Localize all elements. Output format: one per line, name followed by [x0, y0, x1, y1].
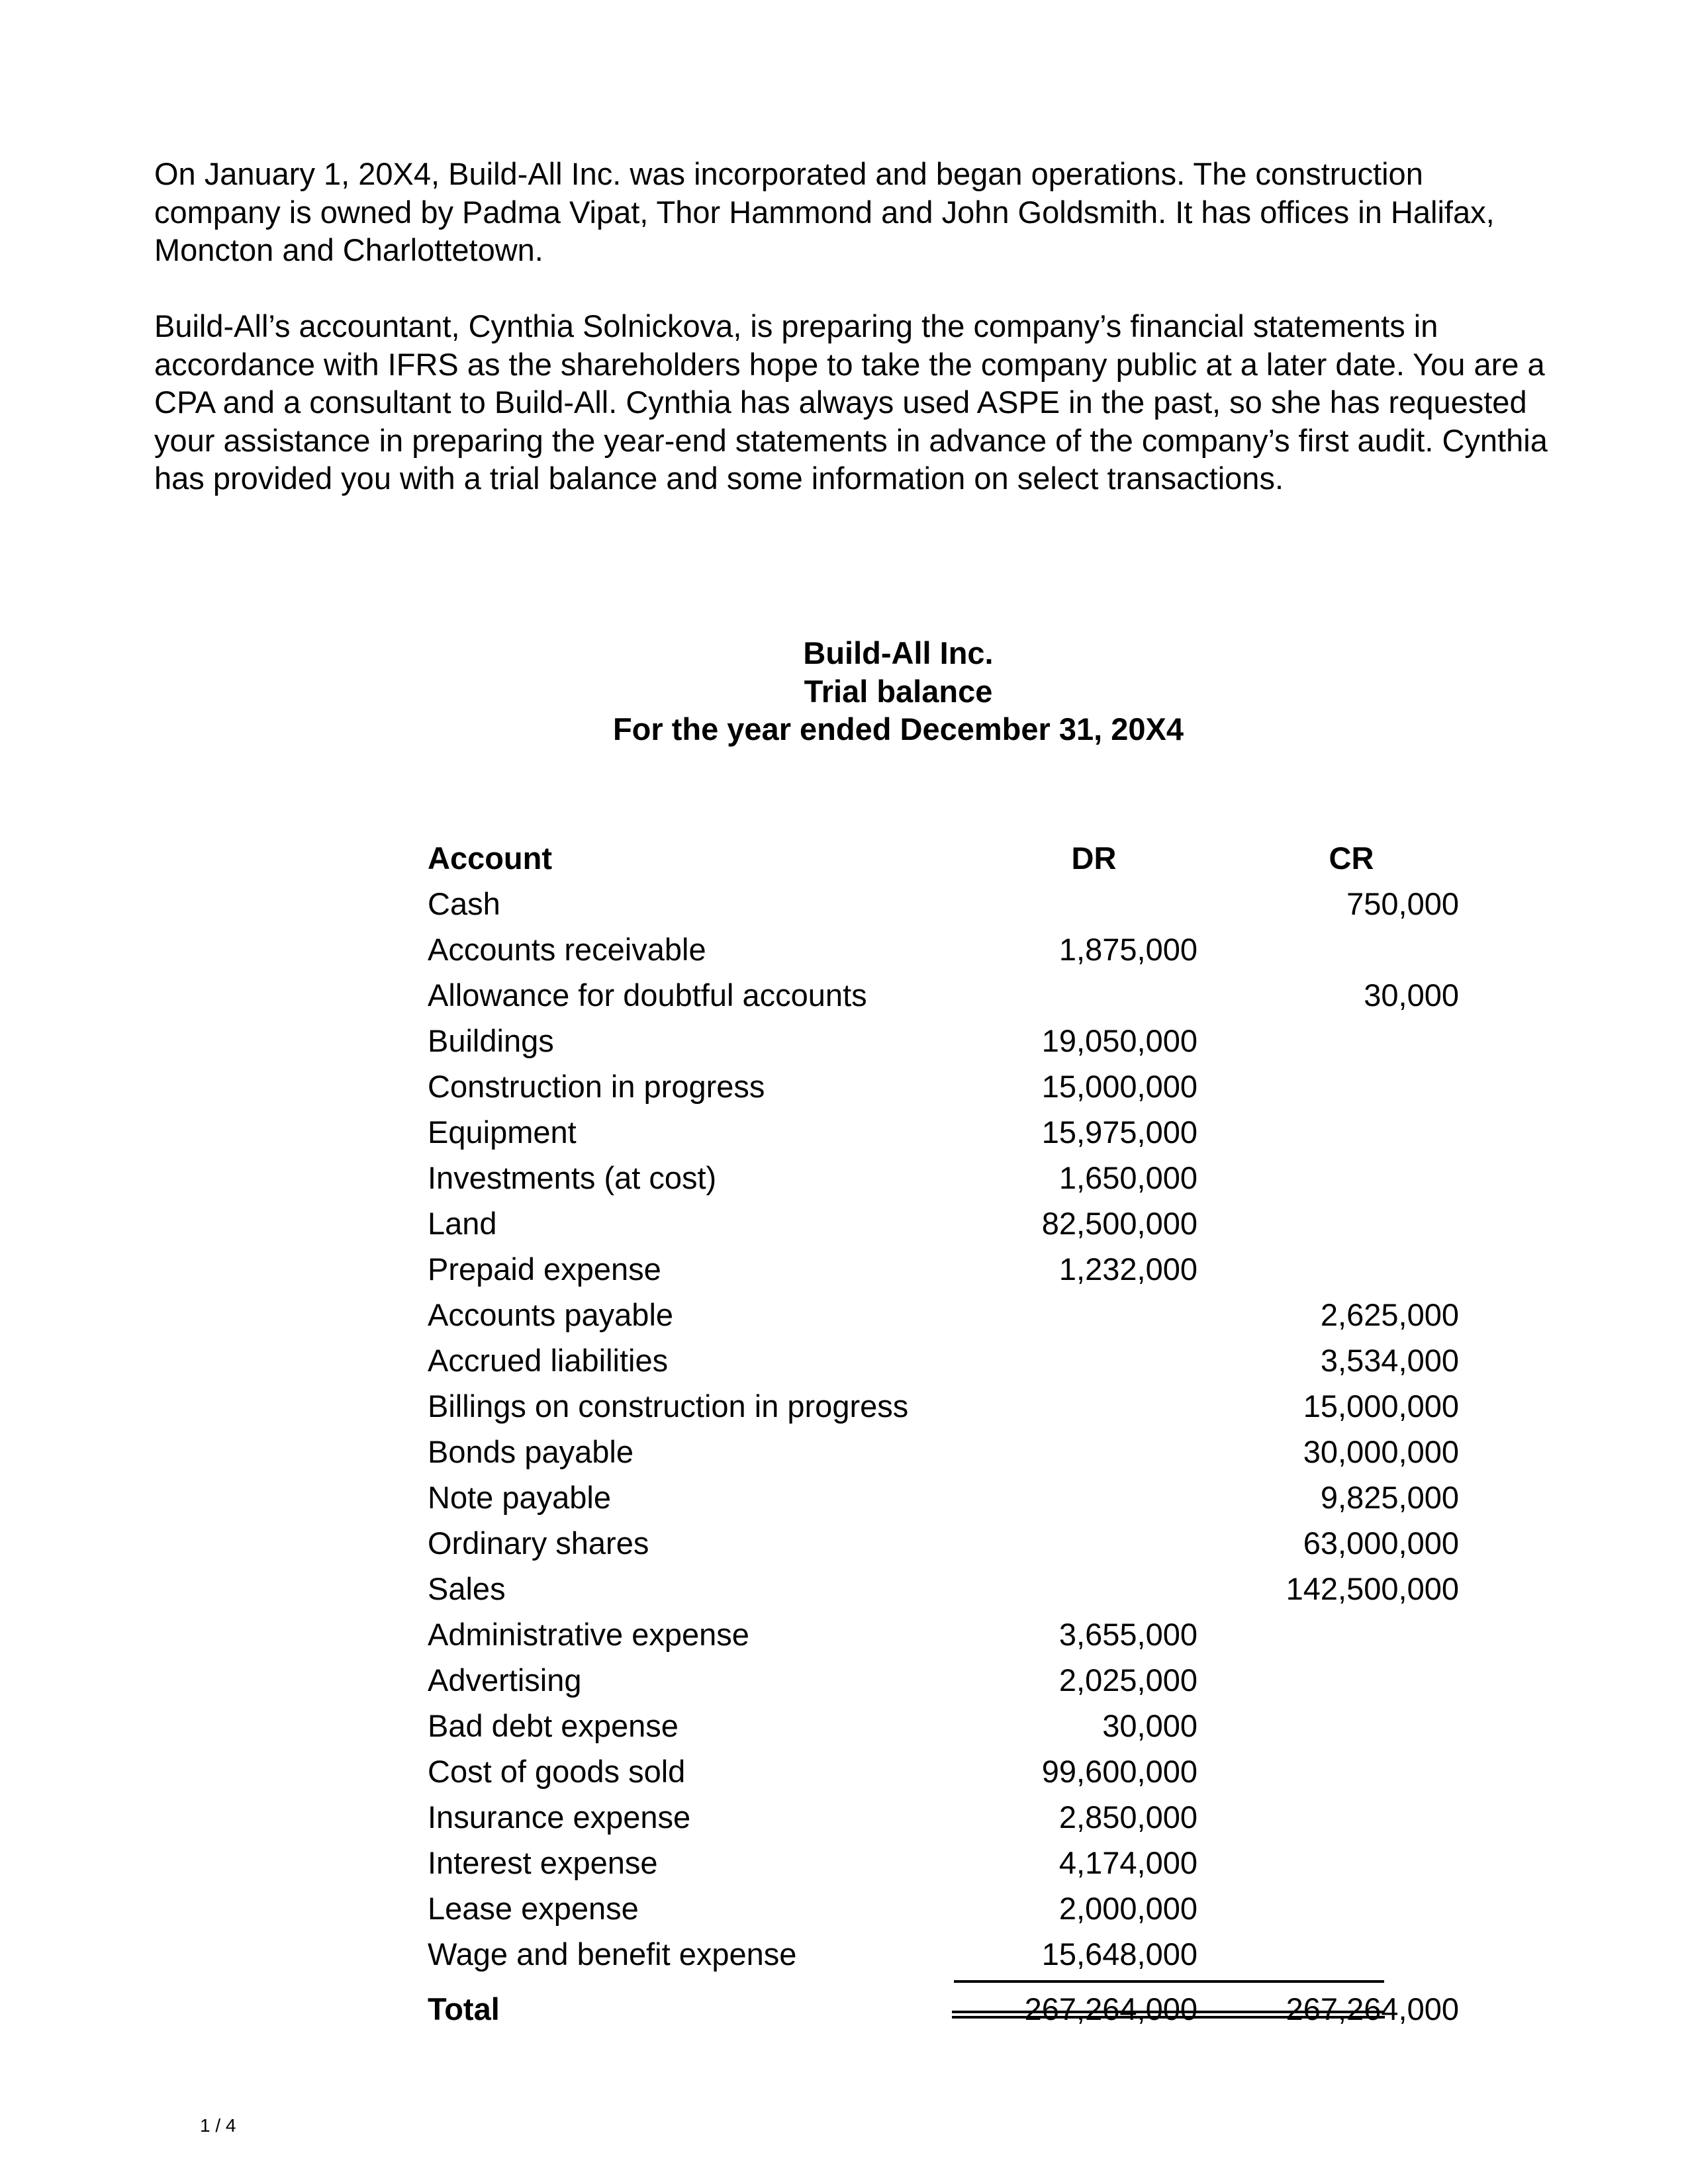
cr-cell: [1197, 1018, 1459, 1064]
dr-cell: [951, 881, 1197, 927]
account-cell: Buildings: [428, 1023, 554, 1058]
dr-cell: 2,850,000: [1058, 1799, 1197, 1835]
account-cell: Cash: [428, 886, 500, 921]
table-row: [424, 881, 1459, 927]
cr-cell: 30,000,000: [1303, 1434, 1459, 1469]
statement-title: Trial balance: [804, 673, 993, 709]
account-cell: Construction in progress: [428, 1069, 765, 1104]
table-row: [424, 1794, 1459, 1840]
dr-cell: [951, 972, 1197, 1018]
account-cell: Note payable: [428, 1480, 611, 1515]
dr-cell: 15,000,000: [1041, 1069, 1197, 1104]
table-row: [424, 1566, 1459, 1612]
cr-cell: [1197, 1657, 1459, 1703]
total-cr: 267,264,000: [1286, 1991, 1459, 2026]
table-row: [424, 1018, 1459, 1064]
table-row: [424, 1475, 1459, 1520]
header-account: Account: [428, 841, 552, 876]
cr-cell: 142,500,000: [1286, 1571, 1459, 1606]
account-cell: Ordinary shares: [428, 1525, 649, 1561]
cr-cell: [1197, 1612, 1459, 1657]
company-name: Build-All Inc.: [803, 635, 994, 670]
cr-cell: 750,000: [1346, 886, 1459, 921]
account-cell: Cost of goods sold: [428, 1754, 686, 1789]
account-cell: Accrued liabilities: [428, 1343, 669, 1378]
dr-cell: 99,600,000: [1041, 1754, 1197, 1789]
header-dr: DR: [1071, 841, 1117, 876]
table-row: [424, 1246, 1459, 1292]
dr-cell: 4,174,000: [1058, 1845, 1197, 1880]
cr-cell: [1197, 1155, 1459, 1201]
account-cell: Billings on construction in progress: [428, 1388, 909, 1424]
dr-cell: [951, 1566, 1197, 1612]
cr-cell: [1197, 1931, 1459, 1977]
cr-cell: [1197, 1064, 1459, 1109]
cr-cell: [1197, 1201, 1459, 1246]
statement-period: For the year ended December 31, 20X4: [612, 711, 1184, 747]
account-cell: Insurance expense: [428, 1799, 691, 1835]
table-row: [424, 1520, 1459, 1566]
trial-balance-table: [424, 835, 1459, 2042]
dr-cell: 2,000,000: [1058, 1891, 1197, 1926]
account-cell: Equipment: [428, 1115, 577, 1150]
cr-cell: 9,825,000: [1320, 1480, 1459, 1515]
account-cell: Advertising: [428, 1662, 582, 1698]
subtotal-rule: [954, 1980, 1384, 1983]
table-row: [424, 1383, 1459, 1429]
account-cell: Land: [428, 1206, 497, 1241]
table-row: [424, 1292, 1459, 1338]
cr-cell: 15,000,000: [1303, 1388, 1459, 1424]
table-row: [424, 1703, 1459, 1749]
account-cell: Accounts receivable: [428, 932, 706, 967]
dr-cell: [951, 1338, 1197, 1383]
dr-cell: 30,000: [1102, 1708, 1197, 1743]
total-double-rule: [952, 2011, 1385, 2019]
dr-cell: [951, 1292, 1197, 1338]
account-cell: Allowance for doubtful accounts: [428, 978, 867, 1013]
account-cell: Administrative expense: [428, 1617, 749, 1652]
account-cell: Lease expense: [428, 1891, 639, 1926]
table-row: [424, 1657, 1459, 1703]
table-row: [424, 972, 1459, 1018]
cr-cell: [1197, 1109, 1459, 1155]
account-cell: Interest expense: [428, 1845, 658, 1880]
cr-cell: 63,000,000: [1303, 1525, 1459, 1561]
intro-paragraph-1: On January 1, 20X4, Build-All Inc. was incorporated and began operations. The construction company is owned by Padma Vipat, Thor Hammond and John Goldsmith. It has offices in Halifax, Moncton and Charlottetown.: [154, 156, 1495, 267]
cr-cell: [1197, 1703, 1459, 1749]
cr-cell: 2,625,000: [1320, 1297, 1459, 1332]
cr-cell: [1197, 1794, 1459, 1840]
dr-cell: [951, 1520, 1197, 1566]
cr-cell: [1197, 1246, 1459, 1292]
dr-cell: [951, 1383, 1197, 1429]
total-label: Total: [428, 1991, 500, 2026]
dr-cell: 3,655,000: [1058, 1617, 1197, 1652]
cr-cell: 30,000: [1364, 978, 1459, 1013]
cr-cell: 3,534,000: [1320, 1343, 1459, 1378]
dr-cell: 1,232,000: [1058, 1251, 1197, 1287]
table-row: [424, 1338, 1459, 1383]
statement-heading: [0, 634, 1688, 749]
dr-cell: 15,648,000: [1041, 1936, 1197, 1972]
table-row: [424, 1109, 1459, 1155]
table-row: [424, 1840, 1459, 1886]
dr-cell: 15,975,000: [1041, 1115, 1197, 1150]
table-row: [424, 1931, 1459, 1977]
table-row: [424, 1749, 1459, 1794]
dr-cell: 82,500,000: [1041, 1206, 1197, 1241]
table-row: [424, 1886, 1459, 1931]
dr-cell: 1,650,000: [1058, 1160, 1197, 1195]
trial-balance-rows: [424, 881, 1459, 1977]
table-row: [424, 1155, 1459, 1201]
table-row: [424, 1429, 1459, 1475]
intro-paragraph-2: Build-All’s accountant, Cynthia Solnickova, is preparing the company’s financial statements in accordance with IFRS as the shareholders hope to take the company public at a later date. You are a CPA and a consultant to Build-All. Cynthia has always used ASPE in the past, so she has requested your assistance in preparing the year-end statements in advance of the company’s first audit. Cynthia has provided you with a trial balance and some information on select transactions.: [154, 308, 1548, 496]
account-cell: Prepaid expense: [428, 1251, 661, 1287]
page-indicator: 1 / 4: [200, 2115, 236, 2136]
dr-cell: 1,875,000: [1058, 932, 1197, 967]
dr-cell: 2,025,000: [1058, 1662, 1197, 1698]
account-cell: Accounts payable: [428, 1297, 674, 1332]
total-row: [424, 1977, 1459, 2042]
table-row: [424, 927, 1459, 972]
dr-cell: 19,050,000: [1041, 1023, 1197, 1058]
table-row: [424, 1064, 1459, 1109]
account-cell: Bad debt expense: [428, 1708, 679, 1743]
account-cell: Investments (at cost): [428, 1160, 717, 1195]
dr-cell: [951, 1429, 1197, 1475]
cr-cell: [1197, 927, 1459, 972]
account-cell: Wage and benefit expense: [428, 1936, 797, 1972]
cr-cell: [1197, 1886, 1459, 1931]
dr-cell: [951, 1475, 1197, 1520]
table-header-row: [424, 835, 1459, 881]
account-cell: Bonds payable: [428, 1434, 633, 1469]
account-cell: Sales: [428, 1571, 506, 1606]
cr-cell: [1197, 1749, 1459, 1794]
table-row: [424, 1201, 1459, 1246]
table-row: [424, 1612, 1459, 1657]
total-dr: 267,264,000: [1024, 1991, 1197, 2026]
header-cr: CR: [1329, 841, 1374, 876]
cr-cell: [1197, 1840, 1459, 1886]
